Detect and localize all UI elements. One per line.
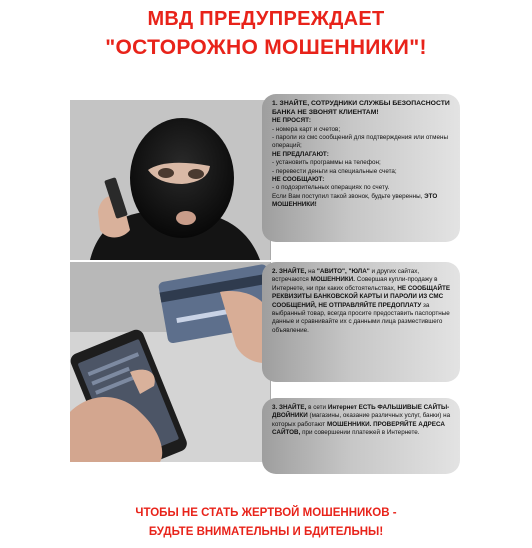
card2-warning: НЕ СООБЩАЙТЕ РЕКВИЗИТЫ БАНКОВСКОЙ КАРТЫ И ПАРОЛИ ИЗ СМС СООБЩЕНИЙ, НЕ ОТПРАВЛЯЙТЕ ПРЕДОПЛАТУ [272,284,451,309]
card3-check-sites: МОШЕННИКИ. ПРОВЕРЯЙТЕ АДРЕСА САЙТОВ, [272,420,445,437]
card2-t2: на [306,268,317,275]
card1-closing [272,193,452,210]
poster-title-line-2: "ОСТОРОЖНО МОШЕННИКИ"! [105,36,427,59]
footer-line-1: ЧТОБЫ НЕ СТАТЬ ЖЕРТВОЙ МОШЕННИКОВ - [135,507,397,519]
photo-masked-man [70,100,271,260]
card2-t4: и других сайтах, встречаются [272,268,420,284]
card1-report-label: НЕ СООБЩАЮТ: [272,176,325,184]
warning-card-classifieds [262,262,460,382]
card2-text [272,268,452,335]
card1-offer-item-1: - установить программы на телефон; [272,159,381,167]
card1-offer-label: НЕ ПРЕДЛАГАЮТ: [272,150,329,158]
photo-phone-and-card [70,262,271,462]
card1-closing-bold: ЭТО МОШЕННИКИ! [272,192,438,209]
card3-t4: (магазины, оказание различных услуг, банки) на которых работают [272,412,451,428]
card3-lead: 3. ЗНАЙТЕ, [272,404,307,411]
card3-t2: в сети [306,404,328,411]
card1-report-item-1: - о подозрительных операциях по счету. [272,184,390,192]
card3-text [272,404,452,438]
card2-fraudsters: МОШЕННИКИ. [310,276,356,284]
card1-ask-item-1: - номера карт и счетов; [272,125,341,133]
footer-line-2: БУДЬТЕ ВНИМАТЕЛЬНЫ И БДИТЕЛЬНЫ! [148,526,384,538]
warning-card-fake-sites [262,398,460,474]
warning-card-bank-calls [262,94,460,242]
card2-lead: 2. ЗНАЙТЕ, [272,268,307,275]
masked-man-illustration [70,100,271,260]
card1-ask-item-2: - пароли из смс сообщений для подтверждения или отмены операций; [272,134,448,150]
poster-title-line-1: МВД ПРЕДУПРЕЖДАЕТ [147,8,385,30]
card2-t8: за выбранный товар, всегда просите предоставить паспортные данные и сравнивайте их с данными лица разместившего объявление. [272,301,450,334]
phone-card-illustration [70,262,271,462]
card2-t6: Совершая купли-продажу в Интернете, ни при каких обстоятельствах, [272,276,438,292]
card3-t6: при совершении платежей в Интернете. [300,429,420,437]
card1-heading: 1. ЗНАЙТЕ, СОТРУДНИКИ СЛУЖБЫ БЕЗОПАСНОСТИ БАНКА НЕ ЗВОНЯТ КЛИЕНТАМ! [272,100,450,116]
card1-ask-label: НЕ ПРОСЯТ: [272,117,311,125]
card1-offer-item-2: - перевести деньги на специальные счета; [272,167,397,175]
card3-fake-sites: Интернет ЕСТЬ ФАЛЬШИВЫЕ САЙТЫ-ДВОЙНИКИ [272,404,450,420]
card1-closing-text: Если Вам поступил такой звонок, будьте уверенны, [272,192,423,200]
card2-sites: "АВИТО", "ЮЛА" [316,268,370,275]
